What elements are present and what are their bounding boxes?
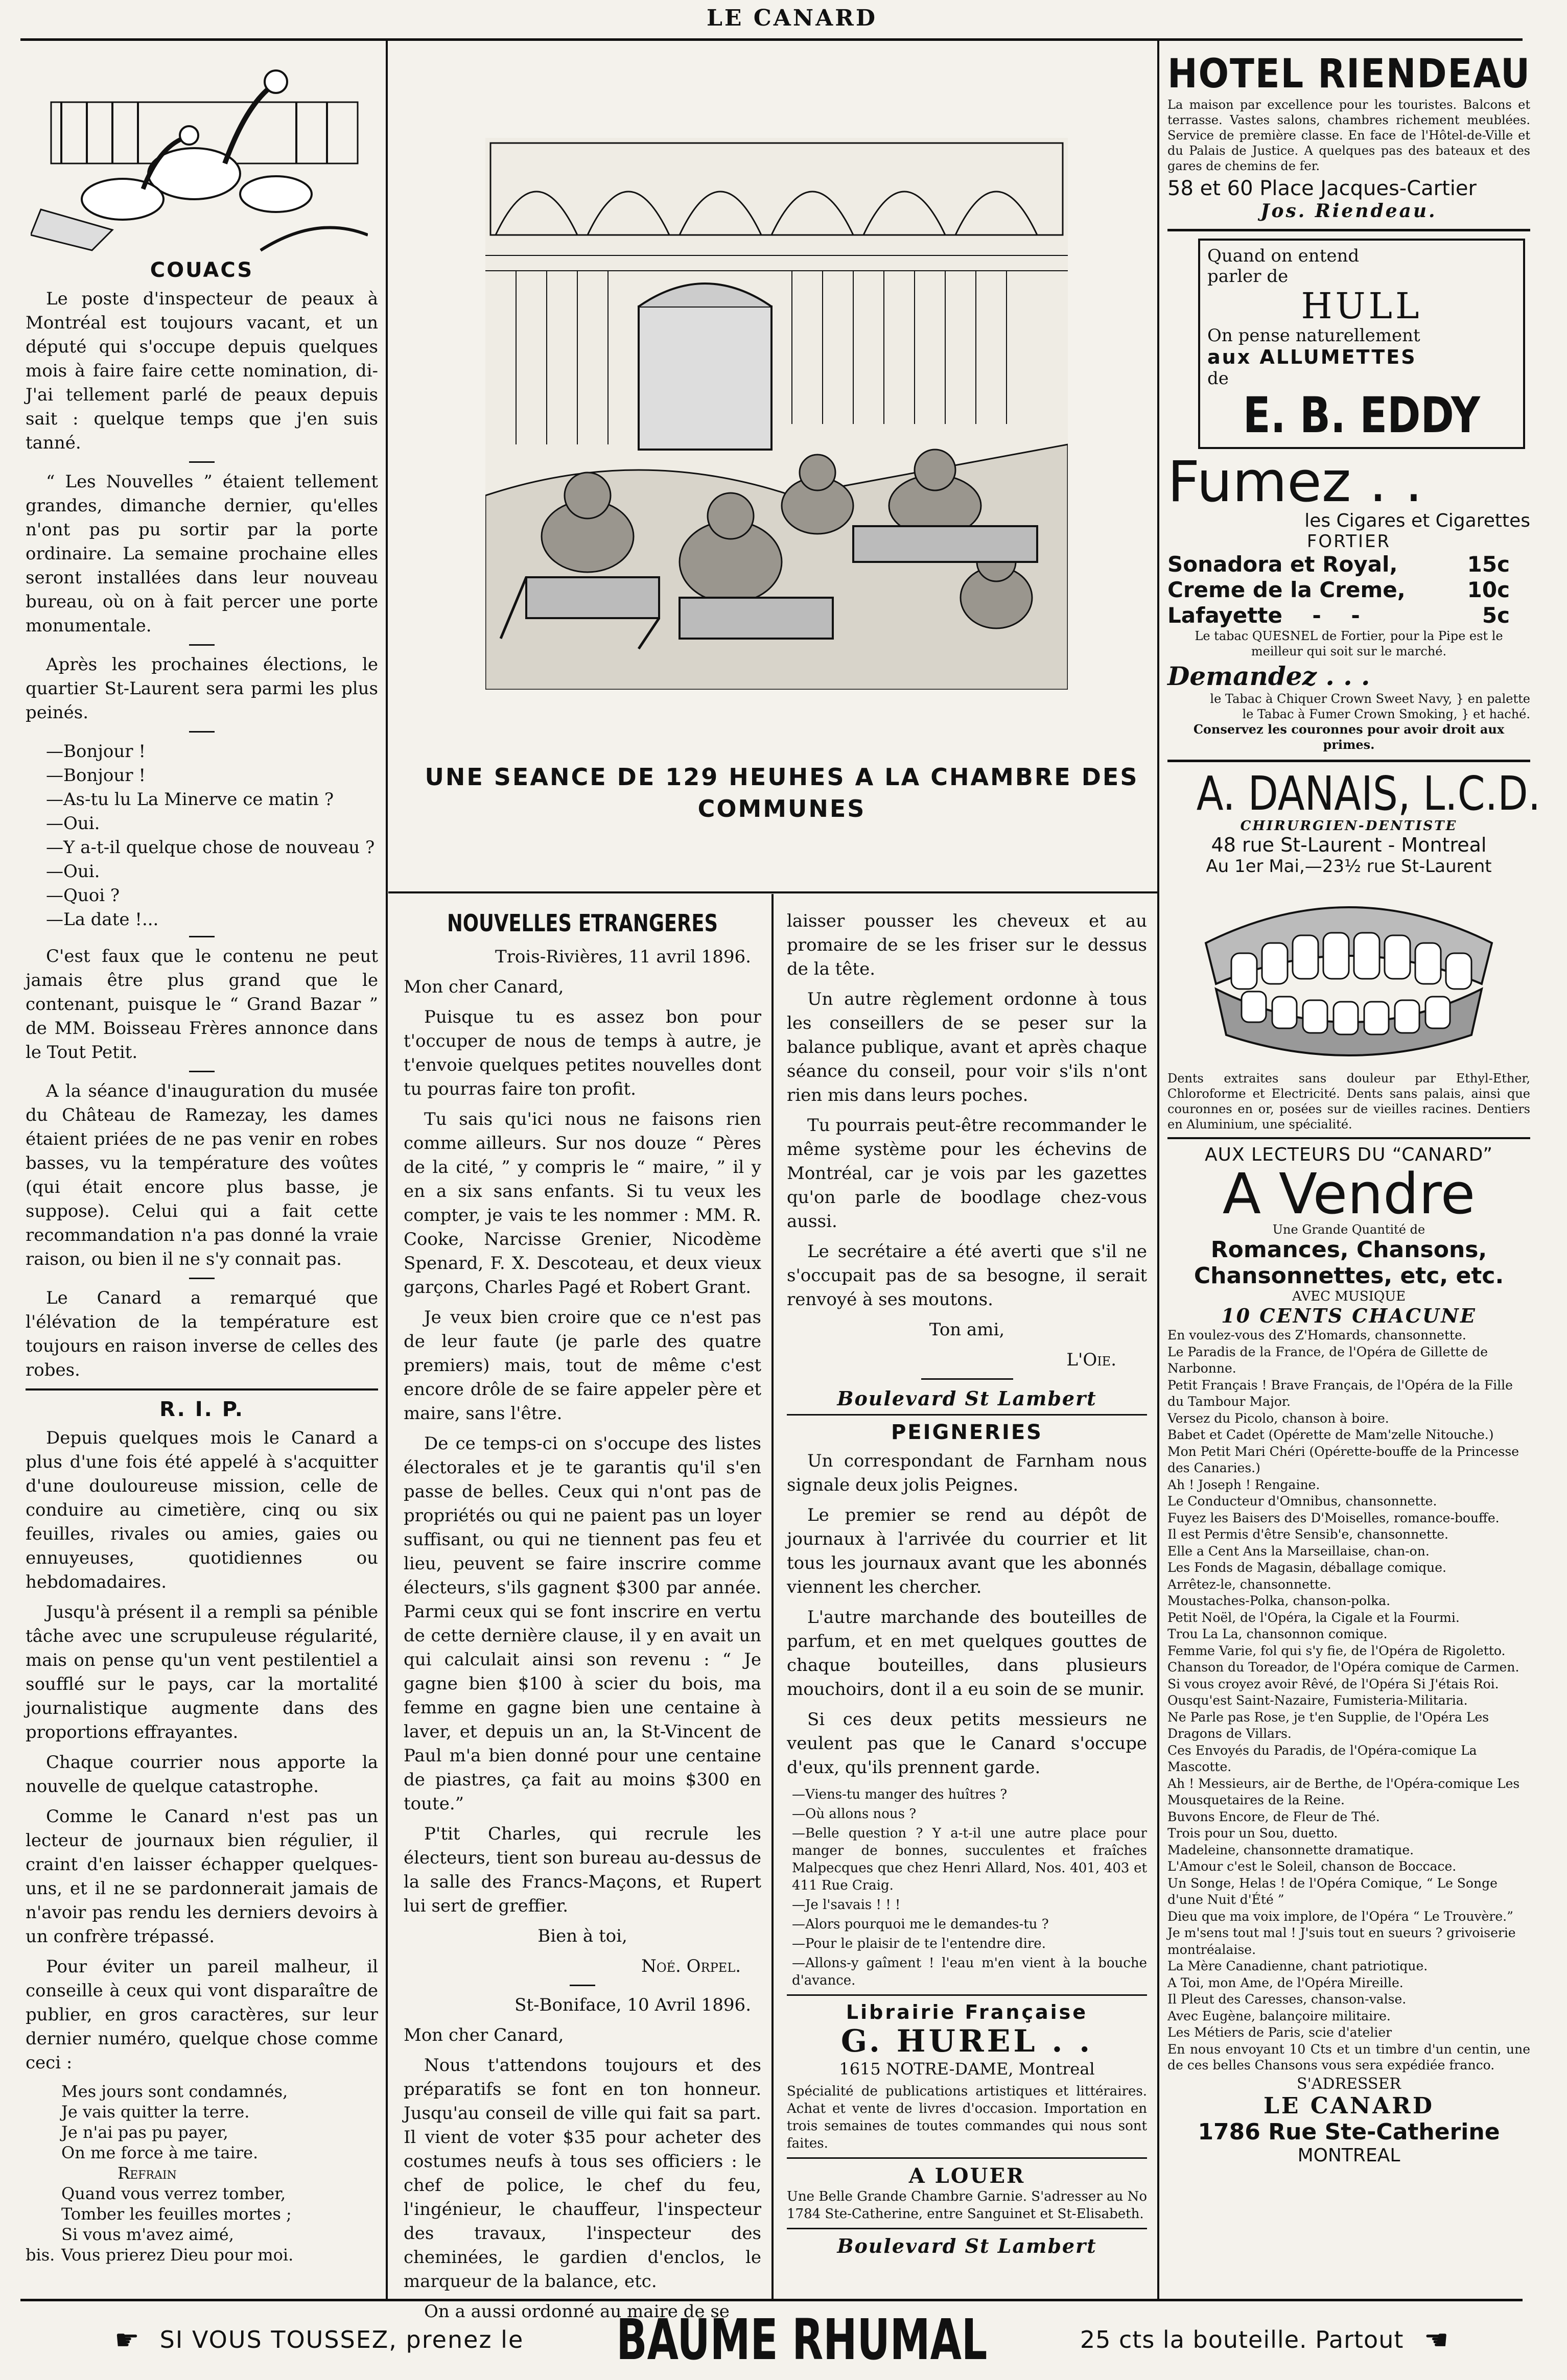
- poem-line: Mes jours sont condamnés,: [61, 2082, 288, 2101]
- dialogue-line: —Belle question ? Y a-t-il une autre place pour manger de bonnes, succulentes et fraîches Malpecques que chez Henri Allard, Nos. 401, 403 et 411 Rue Craig.: [792, 1826, 1147, 1893]
- danais-address: Au 1er Mai,—23½ rue St-Laurent: [1206, 856, 1492, 877]
- a-louer-description: Une Belle Grande Chambre Garnie. S'adresser au No 1784 Ste-Catherine, entre Sanguinet et St-Elisabeth.: [787, 2189, 1147, 2222]
- song-item: Ah ! Joseph ! Rengaine.: [1167, 1477, 1320, 1492]
- peigneries-paragraph: L'autre marchande des bouteilles de parfum, et en met quelques gouttes de chaque bouteilles, dans plusieurs mouchoirs, dont il a eu soin de se munir.: [787, 1607, 1147, 1700]
- song-item: Les Fonds de Magasin, déballage comique.: [1167, 1560, 1447, 1575]
- song-item: Dieu que ma voix implore, de l'Opéra “ Le Trouvère.”: [1167, 1908, 1513, 1924]
- song-item: Le Paradis de la France, de l'Opéra de Gillette de Narbonne.: [1167, 1344, 1488, 1376]
- letter-paragraph: Puisque tu es assez bon pour t'occuper de nous de temps à autre, je t'envoie quelques petites nouvelles dont tu pourras faire ton profit.: [404, 1007, 761, 1099]
- section-rule: [26, 1388, 378, 1391]
- boulevard-heading: Boulevard St Lambert: [837, 2234, 1097, 2257]
- fortier-ad: [1167, 449, 1530, 752]
- rip-title: R. I. P.: [159, 1398, 244, 1421]
- column-3: [787, 909, 1147, 2257]
- rip-paragraph: Pour éviter un pareil malheur, il conseille à ceux qui vont disparaître de publier, en gros caractères, sur leur dernier numéro, quelque chose comme ceci :: [26, 1957, 378, 2073]
- section-rule: [787, 1414, 1147, 1416]
- dialogue-line: —Y a-t-il quelque chose de nouveau ?: [46, 837, 375, 858]
- dialogue-line: —Pour le plaisir de te l'entendre dire.: [792, 1936, 1046, 1951]
- couacs-paragraph: C'est faux que le contenu ne peut jamais être plus grand que le contenant, puisque le “ Grand Bazar ” de MM. Boisseau Frères annonce dans le Tout Petit.: [26, 946, 378, 1063]
- footer-rule: [20, 2299, 1523, 2301]
- sadresser: S'ADRESSER: [1296, 2075, 1401, 2093]
- rip-paragraph: Depuis quelques mois le Canard a plus d'une fois été appelé à s'acquitter d'une douloureuse mission, celle de conduire au cimetière, cinq ou six feuilles, rivales ou amies, gaies ou ennuyeuses, quotidiennes ou hebdomadaires.: [26, 1428, 378, 1592]
- section-rule: [787, 2228, 1147, 2229]
- song-item: Le Conducteur d'Omnibus, chansonnette.: [1167, 1494, 1437, 1509]
- cigar-name: Sonadora et Royal,: [1167, 552, 1398, 577]
- dateline: St-Boniface, 10 Avril 1896.: [514, 1995, 751, 2015]
- song-item: Buvons Encore, de Fleur de Thé.: [1167, 1809, 1380, 1824]
- envoi-text: En nous envoyant 10 Cts et un timbre d'un centin, une de ces belles Chansons vous sera expédiée franco.: [1167, 2041, 1530, 2072]
- song-item: L'Amour c'est le Soleil, chanson de Boccace.: [1167, 1859, 1457, 1874]
- dialogue-line: —Viens-tu manger des huîtres ?: [792, 1787, 1008, 1802]
- section-rule: [1167, 1137, 1530, 1139]
- couacs-paragraph: A la séance d'inauguration du musée du Château de Ramezay, les dames étaient priées de ne pas venir en robes basses, vu la température des voûtes (qui était encore plus basse, je suppose). Celui qui a fait cette recommandation n'a pas donné la vraie raison, ou bien il ne s'y connait pas.: [26, 1081, 378, 1269]
- parliament-illustration: [485, 138, 1068, 690]
- column-ads: [1167, 51, 1541, 2166]
- dialogue-line: —Où allons nous ?: [792, 1806, 917, 1822]
- peigneries-paragraph: Si ces deux petits messieurs ne veulent pas que le Canard s'occupe d'eux, qu'ils prennent garde.: [787, 1709, 1147, 1778]
- eddy-name: E. B. EDDY: [1243, 387, 1481, 444]
- song-list: [1167, 1327, 1530, 2041]
- song-item: Arrêtez-le, chansonnette.: [1167, 1576, 1331, 1592]
- song-item: Avec Eugène, balançoire militaire.: [1167, 2008, 1391, 2023]
- letter-paragraph: Tu sais qu'ici nous ne faisons rien comme ailleurs. Sur nos douze “ Pères de la cité, ” y compris le “ maire, ” il y en a six sans enfants. Si tu veux les compter, je vais te les nommer : MM. R. Cooke, Narcisse Grenier, Nicodème Spenard, F. X. Descoteau, et deux vieux garçons, Charles Pagé et Robert Grant.: [404, 1109, 761, 1298]
- boulevard-heading: Boulevard St Lambert: [837, 1387, 1097, 1410]
- dialogue-line: —Oui.: [46, 813, 100, 834]
- bis-mark: bis.: [26, 2245, 55, 2265]
- cigar-row: [1167, 552, 1530, 577]
- couacs-illustration: [31, 46, 368, 255]
- separator: [921, 1378, 1013, 1380]
- eddy-line: On pense naturellement: [1207, 325, 1420, 346]
- chamber-drawing: [485, 138, 1068, 690]
- dateline: Trois-Rivières, 11 avril 1896.: [495, 947, 751, 967]
- song-item: Versez du Picolo, chanson à boire.: [1167, 1410, 1389, 1426]
- song-item: Petit Français ! Brave Français, de l'Opéra de la Fille du Tambour Major.: [1167, 1377, 1513, 1409]
- cigar-row: [1167, 603, 1530, 628]
- song-item: Trou La La, chansonnon comique.: [1167, 1627, 1388, 1641]
- letter-paragraph: Tu pourrais peut-être recommander le même système pour les échevins de Montréal, car je vois par les gazettes qu'on parle de boodlage chez-vous aussi.: [787, 1115, 1147, 1232]
- song-item: A Toi, mon Ame, de l'Opéra Mireille.: [1167, 1975, 1404, 1990]
- song-item: Elle a Cent Ans la Marseillaise, chan-on.: [1167, 1543, 1430, 1559]
- song-item: Ah ! Messieurs, air de Berthe, de l'Opéra-comique Les Mousquetaires de la Reine.: [1167, 1776, 1520, 1807]
- hotel-description: La maison par excellence pour les touristes. Balcons et terrasse. Vastes salons, chambres richement meublées. Service de première classe. En face de l'Hôtel-de-Ville et du Palais de Justice. A quelques pas des bateaux et des gares de chemins de fer.: [1167, 98, 1530, 173]
- song-item: Ne Parle pas Rose, je t'en Supplie, de l'Opéra Les Dragons de Villars.: [1167, 1709, 1489, 1741]
- column-rule-1: [386, 41, 388, 2299]
- hotel-owner: Jos. Riendeau.: [1260, 200, 1437, 222]
- refrain-line: Quand vous verrez tomber,: [61, 2184, 286, 2203]
- eddy-line: de: [1207, 368, 1229, 389]
- separator: [189, 644, 215, 646]
- footer-brand: BAUME RHUMAL: [616, 2307, 988, 2372]
- separator: [189, 936, 215, 937]
- refrain-line: Si vous m'avez aimé,: [61, 2225, 234, 2244]
- separator: [189, 1071, 215, 1072]
- vendre-subtitle: Une Grande Quantité de: [1272, 1222, 1425, 1237]
- rip-paragraph: Jusqu'à présent il a rempli sa pénible tâche avec une scrupuleuse régularité, mais on pense qu'un vent pestilentiel a soufflé sur le pays, car la mortalité journalistique augmente dans des proportions effrayantes.: [26, 1602, 378, 1742]
- crown-line: le Tabac à Chiquer Crown Sweet Navy, } en palette: [1210, 692, 1530, 706]
- fumez-title: Fumez . .: [1167, 449, 1423, 514]
- eddy-line: parler de: [1207, 266, 1289, 287]
- peigneries-paragraph: Le premier se rend au dépôt de journaux à l'arrivée du courrier et lit tous les journaux avant que les abonnés viennent les chercher.: [787, 1505, 1147, 1597]
- rip-paragraph: Chaque courrier nous apporte la nouvelle de quelque catastrophe.: [26, 1752, 378, 1797]
- song-item: Chanson du Toreador, de l'Opéra comique de Carmen.: [1167, 1660, 1519, 1675]
- refrain-line: [26, 2245, 378, 2265]
- refrain-label: Refrain: [118, 2163, 177, 2183]
- column-rule-3: [1157, 41, 1159, 2299]
- poem-line: Je vais quitter la terre.: [61, 2102, 250, 2122]
- song-item: La Mère Canadienne, chant patriotique.: [1167, 1959, 1428, 1973]
- avec-musique: AVEC MUSIQUE: [1292, 1289, 1406, 1304]
- hurel-description: Spécialité de publications artistiques et littéraires. Achat et vente de livres d'occasion. Importation en trois semaines de toutes commandes qui nous sont faites.: [787, 2084, 1147, 2151]
- salutation: Mon cher Canard,: [404, 2025, 564, 2045]
- a-louer-heading: A LOUER: [908, 2164, 1025, 2188]
- letter-paragraph: Nous t'attendons toujours et des préparatifs se font en ton honneur. Jusqu'au conseil de ville qui fait sa part. Il vient de voter $35 pour acheter des costumes neufs à tous ses officiers : le chef de police, le chef du feu, l'ingénieur, le chauffeur, l'inspecteur des travaux, l'inspecteur des cheminées, le gardien d'enclos, le marqueur de la balance, etc.: [404, 2055, 761, 2292]
- dix-cents: 10 CENTS CHACUNE: [1221, 1304, 1477, 1327]
- refrain-line-text: Vous prierez Dieu pour moi.: [61, 2245, 294, 2265]
- danais-description: Dents extraites sans douleur par Ethyl-Ether, Chloroforme et Electricité. Dents sans palais, ainsi que couronnes en or, posées sur de vieilles racines. Dentiers en Aluminium, une spécialité.: [1167, 1071, 1530, 1132]
- separator: [189, 1278, 215, 1279]
- lecteurs-heading: AUX LECTEURS DU “CANARD”: [1204, 1144, 1493, 1165]
- cigar-name: Lafayette - -: [1167, 603, 1360, 628]
- separator: [189, 461, 215, 463]
- cigar-price: 15c: [1467, 552, 1510, 577]
- song-item: Si vous croyez avoir Rêvé, de l'Opéra Si J'étais Roi.: [1167, 1676, 1499, 1691]
- poem-line: On me force à me taire.: [61, 2143, 259, 2162]
- letter-paragraph: P'tit Charles, qui recrule les électeurs, tient son bureau au-dessus de la salle des Francs-Maçons, et Rupert lui sert de greffier.: [404, 1824, 761, 1916]
- cigar-name: Creme de la Creme,: [1167, 577, 1406, 602]
- dentures-drawing: [1185, 882, 1512, 1066]
- song-item: Je m'sens tout mal ! J'suis tout en sueurs ? grivoiserie montréalaise.: [1167, 1925, 1516, 1957]
- letter-paragraph: laisser pousser les cheveux et au promaire de se les friser sur le dessus de la tête.: [787, 911, 1147, 979]
- song-item: Les Métiers de Paris, scie d'atelier: [1167, 2025, 1392, 2040]
- eddy-line: aux ALLUMETTES: [1207, 346, 1417, 368]
- song-item: Un Songe, Helas ! de l'Opéra Comique, “ Le Songe d'une Nuit d'Été ”: [1167, 1875, 1498, 1907]
- dialogue-line: —As-tu lu La Minerve ce matin ?: [46, 789, 334, 810]
- illustration-caption: UNE SEANCE DE 129 HEUHES A LA CHAMBRE DES COMMUNES: [425, 763, 1139, 822]
- eddy-ad: [1198, 239, 1525, 449]
- hurel-address: 1615 NOTRE-DAME, Montreal: [839, 2059, 1095, 2079]
- footer-right-text: 25 cts la bouteille. Partout: [1080, 2326, 1404, 2353]
- danais-name: A. DANAIS, L.C.D.: [1196, 766, 1541, 821]
- separator: [570, 1985, 595, 1986]
- dialogue-line: —La date !...: [46, 909, 159, 930]
- dialogue-line: —Je l'savais ! ! !: [792, 1897, 901, 1913]
- canard-address: 1786 Rue Ste-Catherine: [1198, 2118, 1500, 2145]
- section-rule: [1167, 229, 1530, 231]
- salutation: Mon cher Canard,: [404, 977, 564, 997]
- letter-paragraph: Un autre règlement ordonne à tous les conseillers de se peser sur la balance publique, avant et après chaque séance du conseil, pour voir s'ils n'ont rien mis dans leurs poches.: [787, 989, 1147, 1105]
- column-2: [404, 909, 761, 2330]
- hotel-riendeau-ad: [1167, 51, 1530, 222]
- poem-line: Je n'ai pas pu payer,: [61, 2123, 228, 2142]
- song-item: Moustaches-Polka, chanson-polka.: [1167, 1593, 1391, 1608]
- separator: [189, 731, 215, 733]
- signature: L'Oie.: [1066, 1350, 1116, 1370]
- couacs-paragraph: Le poste d'inspecteur de peaux à Montréal est toujours vacant, et un député qui s'occupe depuis quelques mois à faire faire cette nomination, di- J'ai tellement parlé de peaux depuis sait : quelque temps que j'en suis tanné.: [26, 289, 378, 453]
- section-rule: [787, 2157, 1147, 2159]
- signoff: Ton ami,: [929, 1319, 1005, 1340]
- section-rule: [787, 1994, 1147, 1996]
- song-item: Il Pleut des Caresses, chanson-valse.: [1167, 1992, 1407, 2007]
- oyster-dialogue: [787, 1786, 1147, 1989]
- letter-paragraph: Le secrétaire a été averti que s'il ne s'occupait pas de sa besogne, il serait renvoyé à ses moutons.: [787, 1241, 1147, 1310]
- signoff: Bien à toi,: [537, 1926, 627, 1946]
- dialogue-line: —Bonjour !: [46, 765, 146, 786]
- song-item: En voulez-vous des Z'Homards, chansonnette.: [1167, 1328, 1466, 1342]
- dialogue: [26, 740, 378, 932]
- song-item: Babet et Cadet (Opérette de Mam'zelle Nitouche.): [1167, 1427, 1494, 1442]
- ducks-drawing: [31, 46, 368, 255]
- crown-line: le Tabac à Fumer Crown Smoking, } et haché.: [1242, 707, 1530, 721]
- column-1: [26, 46, 378, 2265]
- dialogue-line: —Quoi ?: [46, 885, 120, 906]
- footer-banner: [92, 2309, 1471, 2370]
- column-rule-2: [771, 894, 774, 2299]
- cigar-row: [1167, 577, 1530, 603]
- footer-left-text: SI VOUS TOUSSEZ, prenez le: [159, 2326, 524, 2353]
- nouvelles-title: NOUVELLES ETRANGERES: [447, 909, 718, 937]
- song-item: Fuyez les Baisers des D'Moiselles, romance-bouffe.: [1167, 1510, 1500, 1525]
- quesnel-text: Le tabac QUESNEL de Fortier, pour la Pipe est le meilleur qui soit sur le marché.: [1195, 629, 1503, 658]
- dialogue-line: —Oui.: [46, 861, 100, 882]
- masthead: LE CANARD: [706, 5, 878, 31]
- song-item: Ousqu'est Saint-Nazaire, Fumisteria-Militaria.: [1167, 1693, 1468, 1708]
- vendre-title: A Vendre: [1222, 1161, 1476, 1227]
- masthead-rule: [20, 38, 1523, 41]
- song-item: Madeleine, chansonnette dramatique.: [1167, 1842, 1414, 1857]
- fortier-name: FORTIER: [1306, 531, 1391, 552]
- song-item: Femme Varie, fol qui s'y fie, de l'Opéra de Rigoletto.: [1167, 1643, 1506, 1658]
- center-section-rule: [388, 891, 1157, 893]
- section-rule: [1167, 760, 1530, 762]
- letter-paragraph: On a aussi ordonné au maire de se: [424, 2301, 730, 2322]
- conservez-text: Conservez les couronnes pour avoir droit aux primes.: [1193, 722, 1505, 752]
- pointing-hand-icon: ☛: [1424, 2323, 1449, 2356]
- fumez-subtitle: les Cigares et Cigarettes: [1304, 510, 1530, 531]
- montreal-label: MONTREAL: [1297, 2145, 1400, 2166]
- librairie-heading: Librairie Française: [846, 2001, 1088, 2023]
- couacs-paragraph: Le Canard a remarqué que l'élévation de la température est toujours en raison inverse de celles des robes.: [26, 1288, 378, 1380]
- peigneries-title: PEIGNERIES: [891, 1421, 1043, 1444]
- pointing-hand-icon: ☛: [114, 2323, 139, 2356]
- demandez-title: Demandez . . .: [1167, 661, 1370, 691]
- le-canard-name: LE CANARD: [1263, 2092, 1435, 2119]
- letter-paragraph: De ce temps-ci on s'occupe des listes électorales et je te garantis qu'il s'en passe de belles. Ceux qui n'ont pas de propriétés ou qui ne paient pas un loyer suffisant, ou qui ne tiennent pas feu et lieu, peuvent se faire inscrire comme électeurs, s'ils gagnent $300 par année. Parmi ceux qui se font inscrire en vertu de cette dernière clause, il y en avait un qui calculait ainsi son revenu : “ Je gagne bien $100 à scier du bois, ma femme en gagne bien une centaine à laver, et depuis un an, la St-Vincent de Paul m'a bien donné pour une centaine de piastres, ça fait au moins $300 en toute.”: [404, 1433, 761, 1814]
- song-item: Petit Noël, de l'Opéra, la Cigale et la Fourmi.: [1167, 1610, 1460, 1625]
- hotel-address: 58 et 60 Place Jacques-Cartier: [1167, 177, 1477, 200]
- eddy-hull: HULL: [1301, 285, 1422, 327]
- rip-paragraph: Comme le Canard n'est pas un lecteur de journaux bien régulier, il craint d'en laisser échapper quelques-uns, et il ne se pardonnerait jamais de n'avoir pas rendu les derniers devoirs à un confrère trépassé.: [26, 1806, 378, 1947]
- peigneries-paragraph: Un correspondant de Farnham nous signale deux jolis Peignes.: [787, 1451, 1147, 1495]
- chansons-ad: [1167, 1144, 1530, 2166]
- danais-ad: [1167, 766, 1541, 1132]
- cigar-price: 10c: [1467, 577, 1510, 602]
- romances-heading: Romances, Chansons,: [1210, 1237, 1487, 1263]
- signature: Noé. Orpel.: [641, 1956, 741, 1976]
- eddy-line: Quand on entend: [1207, 246, 1360, 266]
- hurel-name: G. HUREL . .: [840, 2023, 1093, 2059]
- couacs-title: COUACS: [150, 258, 254, 282]
- song-item: Mon Petit Mari Chéri (Opérette-bouffe de la Princesse des Canaries.): [1167, 1444, 1519, 1475]
- refrain-line: Tomber les feuilles mortes ;: [61, 2204, 292, 2224]
- cigar-price: 5c: [1482, 603, 1510, 628]
- song-item: Trois pour un Sou, duetto.: [1167, 1826, 1338, 1841]
- chansonnettes-heading: Chansonnettes, etc, etc.: [1194, 1263, 1504, 1289]
- song-item: Il est Permis d'être Sensib'e, chansonnette.: [1167, 1527, 1448, 1542]
- dentures-illustration: [1185, 882, 1512, 1066]
- couacs-paragraph: Après les prochaines élections, le quartier St-Laurent sera parmi les plus peinés.: [26, 654, 378, 723]
- dialogue-line: —Alors pourquoi me le demandes-tu ?: [792, 1917, 1049, 1932]
- couacs-paragraph: “ Les Nouvelles ” étaient tellement grandes, dimanche dernier, qu'elles n'ont pas pu sortir par la porte ordinaire. La semaine prochaine elles seront installées dans leur nouveau bureau, où on à fait percer une porte monumentale.: [26, 472, 378, 636]
- danais-title: CHIRURGIEN-DENTISTE: [1240, 818, 1458, 834]
- danais-address: 48 rue St-Laurent - Montreal: [1211, 834, 1487, 856]
- song-item: Ces Envoyés du Paradis, de l'Opéra-comique La Mascotte.: [1167, 1742, 1477, 1774]
- letter-paragraph: Je veux bien croire que ce n'est pas de leur faute (je parle des quatre premiers) mais, tout de même c'est encore drôle de se faire appeler père et maire, sans l'être.: [404, 1307, 761, 1424]
- dialogue-line: —Bonjour !: [46, 741, 146, 762]
- hotel-title: HOTEL RIENDEAU: [1167, 51, 1531, 97]
- dialogue-line: —Allons-y gaîment ! l'eau m'en vient à la bouche d'avance.: [792, 1955, 1147, 1988]
- poem: [26, 2081, 378, 2265]
